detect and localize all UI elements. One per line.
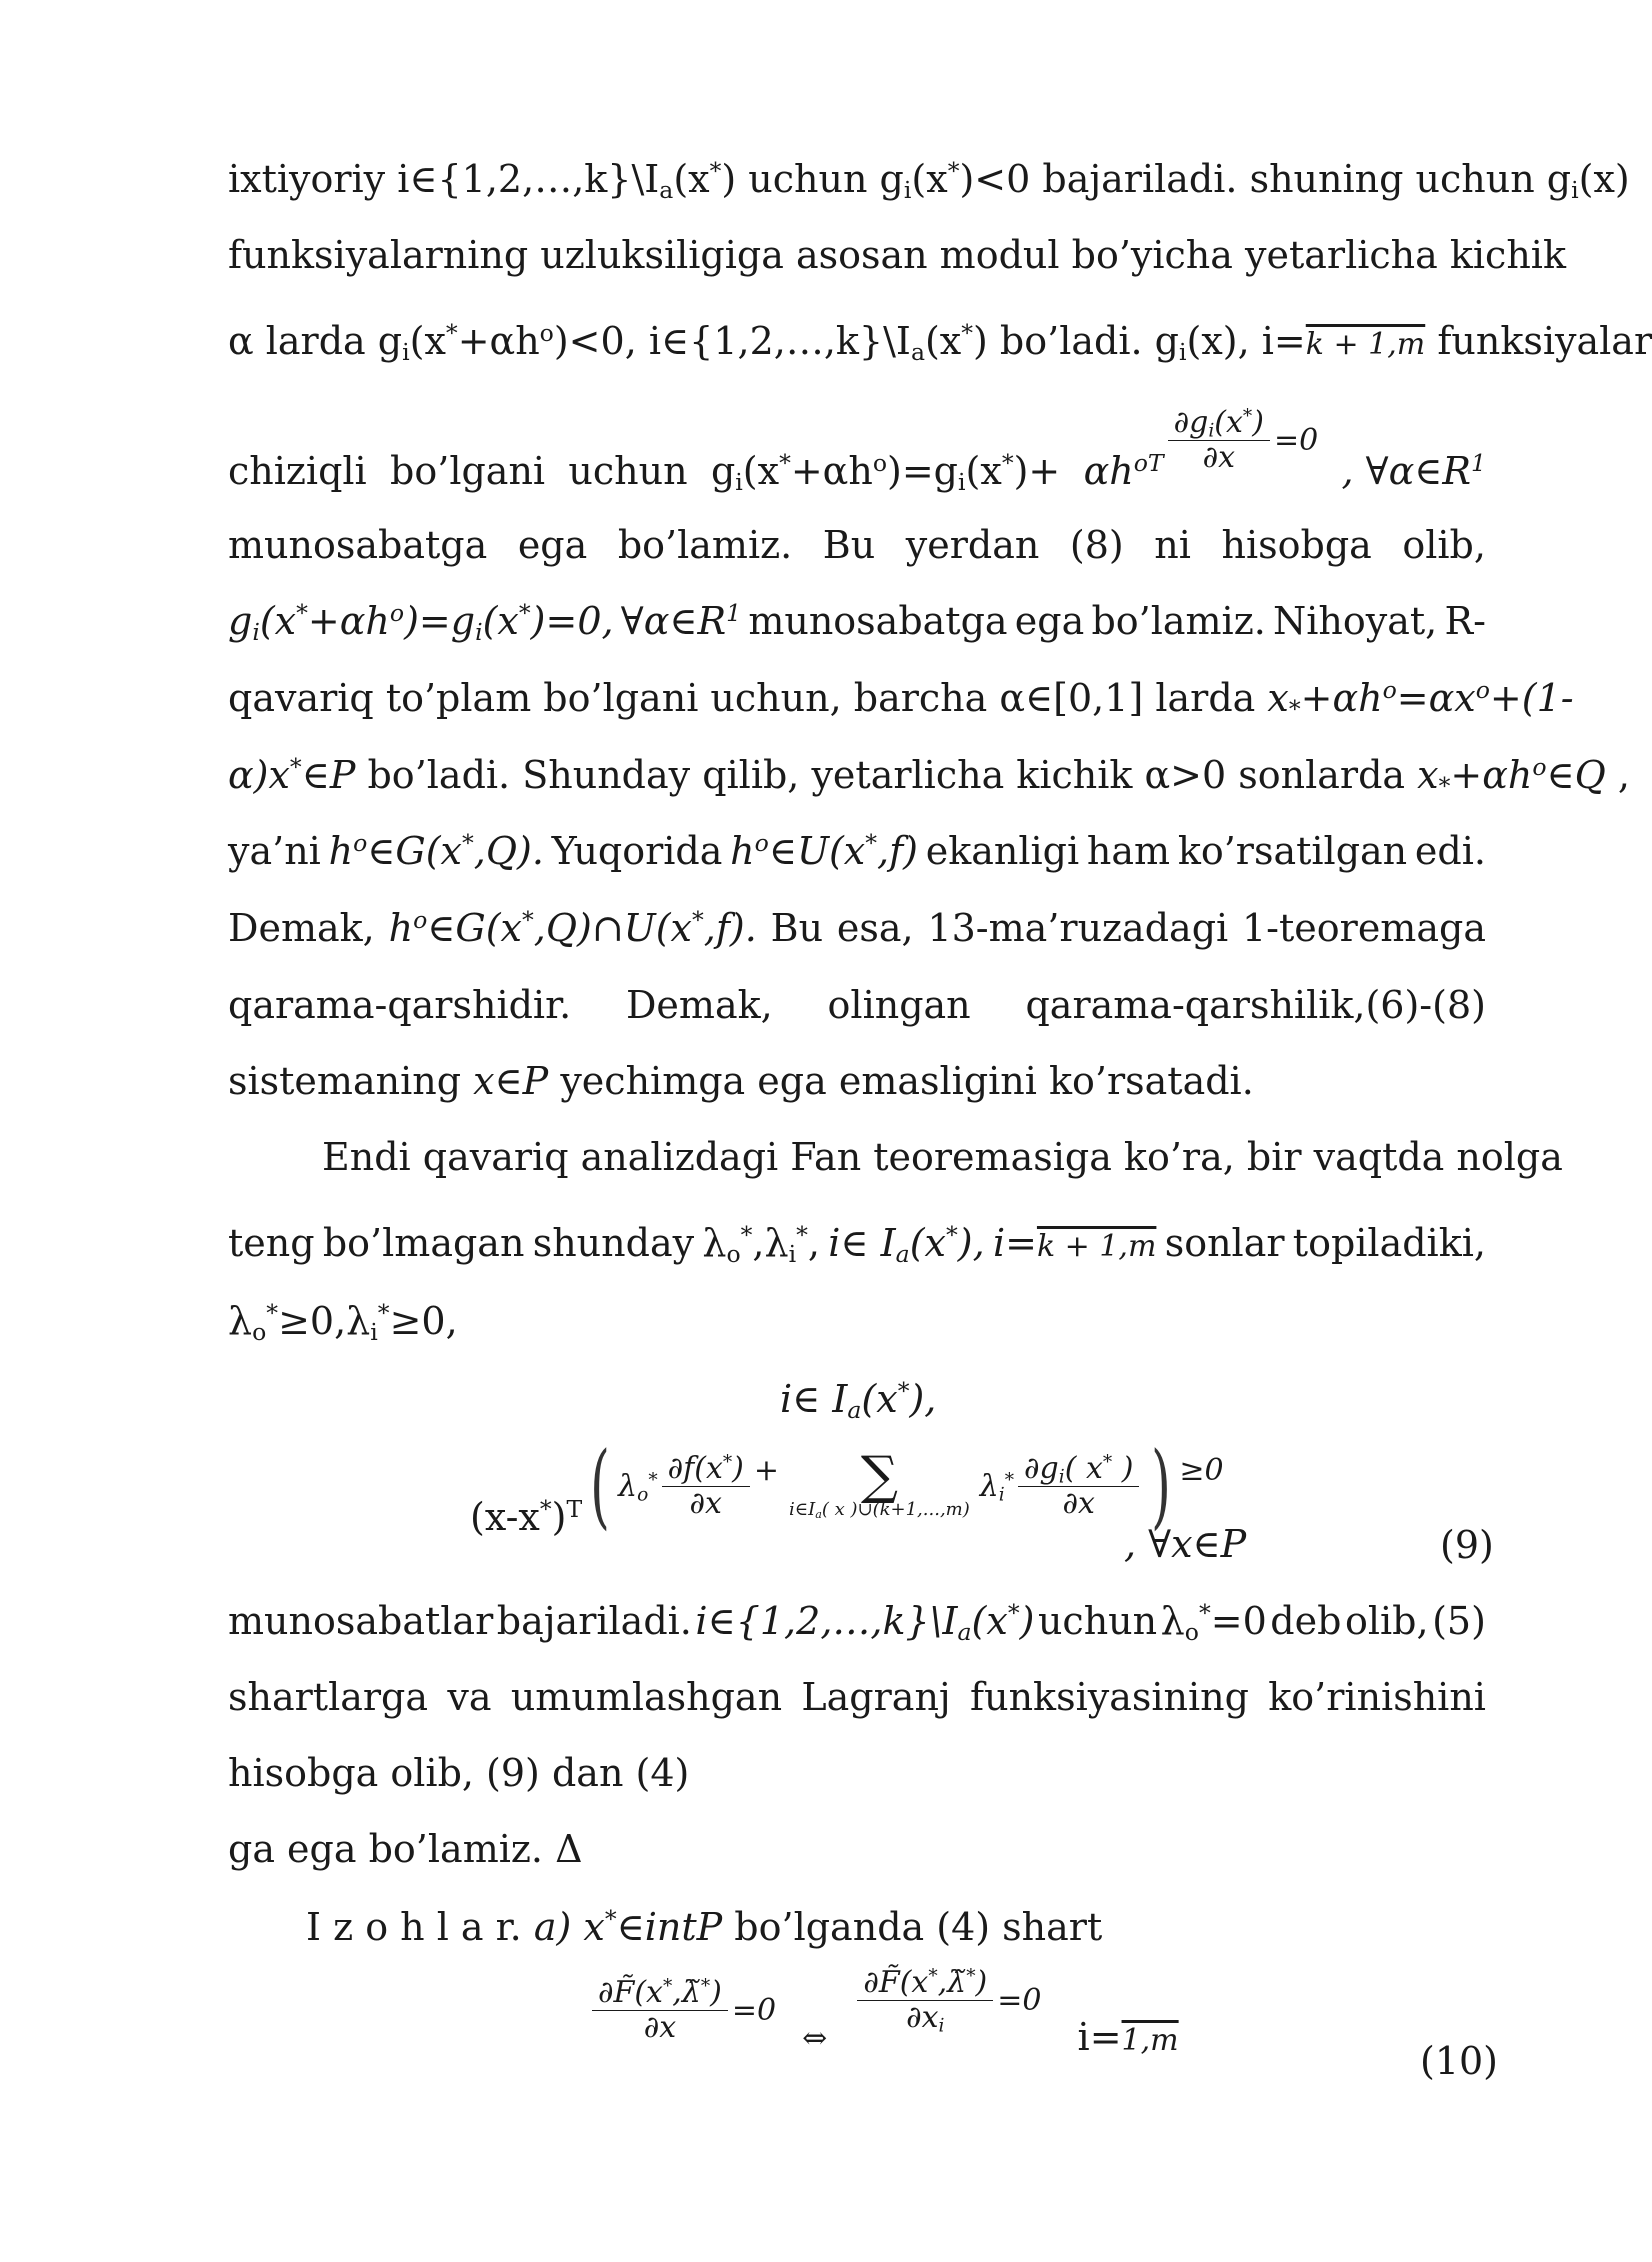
word: ya’ni	[228, 829, 321, 873]
plus-sign: +	[753, 1452, 780, 1488]
formula-lambdas: $\lambda_o^*,\lambda_i^*$,	[702, 1221, 820, 1268]
remarks-heading: I z o h l a r.	[306, 1905, 522, 1949]
text-line-15: $\lambda_o^*\ge 0,\lambda_i^*\ge 0$,	[228, 1299, 458, 1346]
eq10-index: i=1,m	[1077, 2015, 1179, 2059]
subscript: i	[1571, 175, 1579, 204]
text-line-16: i∈ $I_a(x^*)$,	[780, 1377, 937, 1424]
text-line-21: ga ega bo’lamiz. Δ	[228, 1827, 583, 1871]
word: munosabatlar	[228, 1599, 494, 1643]
formula-h-in-u: $h^o\in U(x^*,f)$	[730, 829, 918, 873]
formula-gradient-term: $\alpha h^{oT}$ $\frac{\partial g_i(x^*)}{\partial x}$ $^{=0}$	[1083, 405, 1319, 493]
subscript: i	[1179, 337, 1187, 366]
word: shartlarga	[228, 1675, 429, 1719]
left-paren: (	[590, 1432, 611, 1539]
text-run: (x	[673, 157, 710, 201]
text-run: )<0, i∈{1,2,…,k}\I	[553, 319, 911, 363]
equation-number-10: (10)	[1420, 2039, 1499, 2083]
word: (8)	[1069, 523, 1124, 567]
word: sonlar	[1164, 1221, 1285, 1265]
word: hisobga	[1221, 523, 1372, 567]
word: shunday	[532, 1221, 695, 1265]
text-run: sistemaning	[228, 1059, 474, 1103]
word: munosabatga	[228, 523, 488, 567]
word: ko’rinishini	[1268, 1675, 1486, 1719]
subscript: i	[903, 175, 912, 204]
text-line-8	[228, 752, 1631, 800]
formula-intersection: $h^o\in G(x^*,Q)\cap U(x^*,f)$.	[388, 906, 757, 950]
formula-h-in-g: $h^o\in G(x^*,Q)$.	[328, 829, 544, 873]
text-line-22	[306, 1904, 1564, 1950]
word: olib,	[1402, 523, 1486, 567]
formula-g-equality: $g_i(x^*+\alpha h^o)=g_i(x^*)=0$,	[228, 599, 614, 646]
subscript: a	[910, 337, 925, 366]
word: bajariladi.	[496, 1599, 692, 1643]
word: ko’rsatilgan	[1177, 829, 1408, 873]
word: qarama-qarshilik,(6)-(8)	[1025, 983, 1486, 1027]
formula-x-in-p: x∈P	[473, 1059, 549, 1103]
text-line-4	[228, 405, 1486, 509]
text-run: ) bo’ladi. g	[973, 319, 1179, 363]
eq9-frac-g: $\frac{\partial g_i( x^* )}{\partial x}$	[1018, 1452, 1139, 1521]
formula-member-p: α)x*∈P	[228, 753, 356, 797]
text-line-3	[228, 318, 1652, 368]
index-range: k + 1,m	[1305, 327, 1426, 362]
text-line-9	[228, 828, 1486, 874]
formula-forall: $\forall\alpha\in R^1$	[620, 599, 742, 643]
text-run: (x), i=	[1186, 319, 1306, 363]
subscript: a	[659, 175, 674, 204]
text-line-20: hisobga olib, (9) dan (4)	[228, 1751, 690, 1795]
formula-active-set: i∈ $I_a(x^*)$,	[828, 1221, 985, 1268]
text-run: bo’ladi. Shunday qilib, yetarlicha kichik α>0 sonlarda	[355, 753, 1418, 797]
word: munosabatga	[748, 599, 1008, 643]
superscript: *	[445, 319, 458, 348]
text-run: yechimga ega emasligini ko’rsatadi.	[548, 1059, 1254, 1103]
word: va	[447, 1675, 492, 1719]
equation-9	[470, 1432, 1224, 1539]
text-run: (x)	[1578, 157, 1630, 201]
word: 13-ma’ruzadagi	[927, 906, 1229, 950]
text-line-10	[228, 905, 1486, 951]
word: ega	[517, 523, 588, 567]
superscript: o	[539, 319, 554, 348]
word: Bu	[770, 906, 824, 950]
superscript: *	[961, 319, 974, 348]
equation-number-9: (9)	[1440, 1523, 1494, 1567]
word: topiladiki,	[1292, 1221, 1486, 1265]
word: umumlashgan	[510, 1675, 783, 1719]
word: Nihoyat,	[1273, 599, 1438, 643]
word: (5)	[1432, 1599, 1486, 1643]
text-line-12	[228, 1058, 1486, 1104]
eq9-frac-f: $\frac{\partial f(x^*)}{\partial x}$	[662, 1452, 750, 1521]
word: uchun	[1037, 1599, 1158, 1643]
formula-convex-combination: $x_*+\alpha h^o=\alpha x^o+(1-$	[1267, 676, 1574, 723]
word: esa,	[836, 906, 914, 950]
eq9-lambda0: $\lambda_o^*$	[618, 1468, 658, 1506]
word: Bu	[822, 523, 876, 567]
text-line-1	[228, 156, 1630, 204]
text-run: bo’lganda (4) shart	[722, 1905, 1103, 1949]
word: bo’lamiz.	[617, 523, 793, 567]
formula-lambda0-zero: $\lambda_o^*=0$	[1160, 1599, 1267, 1646]
word: ni	[1154, 523, 1191, 567]
text-line-5	[228, 522, 1486, 568]
word: bo’lmagan	[322, 1221, 525, 1265]
formula-g-shift: $g_i(x^*+\alpha h^o)=g_i(x^*)+$	[710, 449, 1061, 496]
text-run: ,	[1605, 753, 1631, 797]
text-run: +αh	[457, 319, 540, 363]
word: ega	[1014, 599, 1085, 643]
text-line-18	[228, 1598, 1486, 1644]
text-run: (x	[924, 319, 962, 363]
fraction: $\frac{\partial g_i(x^*)}{\partial x}$	[1168, 406, 1270, 475]
superscript: *	[709, 157, 722, 186]
word: Yuqorida	[551, 829, 723, 873]
text-line-7	[228, 675, 1574, 723]
word: yerdan	[905, 523, 1040, 567]
formula-inactive-set: $i\in\{1,2,\dots,k\}\backslash I_a(x^*)$	[695, 1599, 1035, 1646]
equation-10	[588, 1965, 1179, 2059]
word: uchun	[568, 449, 688, 493]
word: 1-teoremaga	[1242, 906, 1486, 950]
word: Demak,	[228, 906, 375, 950]
eq10-frac-2: $\frac{\partial F̃(x^*,\lambdã^*)}{\partial x_i}$	[857, 1966, 993, 2035]
text-run: ixtiyoriy i∈{1,2,…,k}\I	[228, 157, 660, 201]
word: edi.	[1414, 829, 1486, 873]
word: olib,	[1344, 1599, 1429, 1643]
eq9-ge0: ≥0	[1179, 1452, 1224, 1488]
text-run: qavariq to’plam bo’lgani uchun, barcha α∈[0,1] larda	[228, 676, 1268, 720]
text-line-11	[228, 982, 1486, 1028]
word: funksiyasining	[970, 1675, 1249, 1719]
right-paren: )	[1151, 1432, 1172, 1539]
eq9-tail: , ∀x∈P	[1124, 1522, 1247, 1566]
formula-interior: a) x*∈intP	[521, 1905, 723, 1949]
word: bo’lamiz.	[1091, 599, 1266, 643]
text-run: funksiyalar	[1425, 319, 1652, 363]
formula-forall: , $\forall\alpha\in R^1$	[1341, 449, 1486, 493]
eq9-lambda-i: $\lambda_i^*$	[979, 1468, 1015, 1506]
text-line-6	[228, 598, 1486, 644]
text-line-13: Endi qavariq analizdagi Fan teoremasiga ko’ra, bir vaqtda nolga	[322, 1135, 1563, 1179]
formula-member-q: $x_*+\alpha h^o\in Q$	[1417, 753, 1606, 800]
word: chiziqli	[228, 449, 367, 493]
text-run: )<0 bajariladi. shuning uchun g	[959, 157, 1572, 201]
eq10-eq0: =0	[997, 1983, 1042, 2018]
word: deb	[1270, 1599, 1342, 1643]
iff-symbol: ⇔	[802, 2021, 828, 2056]
subscript: i	[402, 337, 410, 366]
eq10-eq0: =0	[731, 1993, 777, 2028]
text-run: α larda g	[228, 319, 403, 363]
word: olingan	[827, 983, 971, 1027]
word: ham	[1086, 829, 1171, 873]
text-run: (x	[911, 157, 948, 201]
eq9-sum: ∑ $i\in I_a$( x )∪(k+1,...,m)	[789, 1446, 970, 1521]
text-line-19	[228, 1674, 1486, 1720]
word: bo’lgani	[390, 449, 546, 493]
eq9-lead: $(x-x^*)^T$	[470, 1494, 583, 1539]
text-run: ) uchun g	[721, 157, 904, 201]
formula-index-range: i=k + 1,m	[992, 1221, 1157, 1265]
word: Demak,	[625, 983, 773, 1027]
superscript: *	[947, 157, 960, 186]
word: qarama-qarshidir.	[228, 983, 572, 1027]
text-line-14	[228, 1220, 1486, 1270]
word: Lagranj	[801, 1675, 951, 1719]
text-line-2: funksiyalarning uzluksiligiga asosan modul bo’yicha yetarlicha kichik	[228, 233, 1566, 277]
text-run: (x	[409, 319, 446, 363]
word: ekanligi	[925, 829, 1080, 873]
word: R-	[1444, 599, 1486, 643]
eq10-frac-1: $\frac{\partial F̃(x^*,\lambdã^*)}{\partial x}$	[592, 1976, 728, 2045]
word: teng	[228, 1221, 315, 1265]
